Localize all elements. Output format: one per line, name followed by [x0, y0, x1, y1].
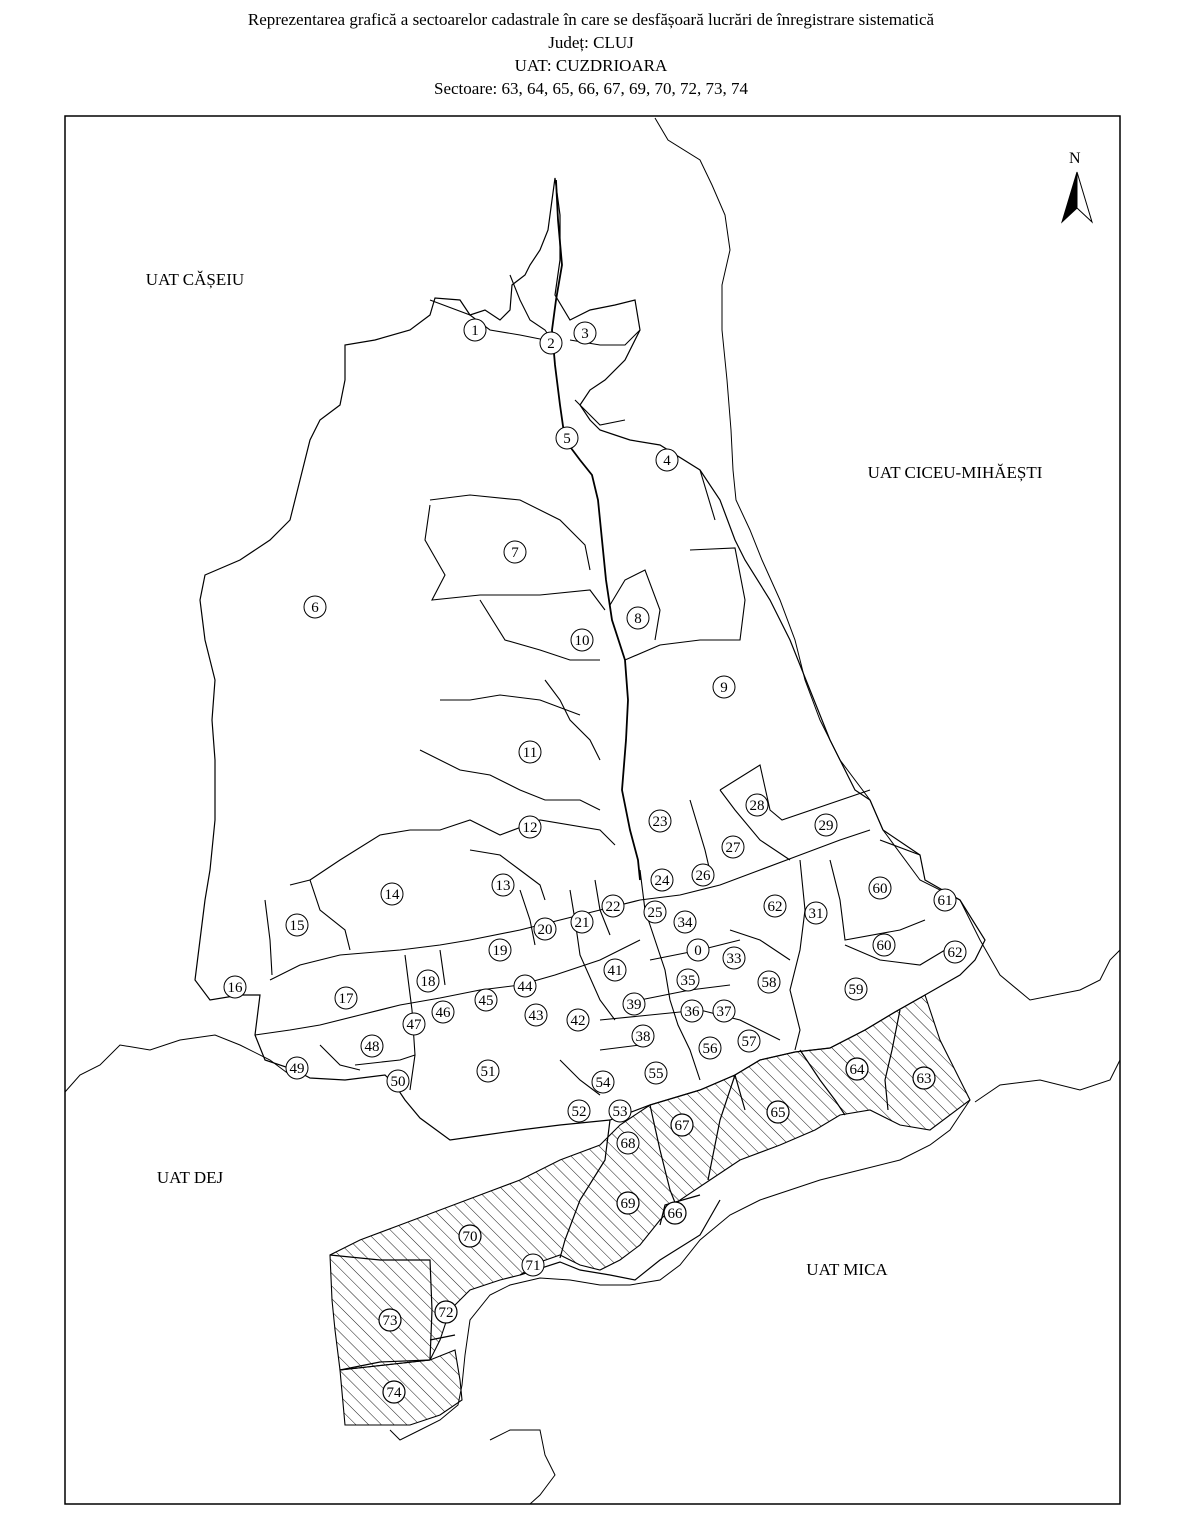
- sector-number: 54: [595, 1075, 611, 1091]
- sector-marker-21: [571, 911, 593, 933]
- sector-number: 23: [652, 814, 668, 830]
- sector-number: 61: [937, 893, 953, 909]
- sector-number: 8: [634, 611, 642, 627]
- sector-number: 15: [289, 918, 305, 934]
- sector-marker-44: [514, 975, 536, 997]
- sector-marker-25: [644, 901, 666, 923]
- sector-marker-56: [699, 1037, 721, 1059]
- sector-number: 59: [848, 982, 864, 998]
- sector-number: 6: [311, 600, 319, 616]
- sector-number: 72: [438, 1305, 454, 1321]
- sector-marker-69: [617, 1192, 639, 1214]
- sector-marker-57: [738, 1030, 760, 1052]
- sector-marker-14: [381, 883, 403, 905]
- sector-number: 47: [406, 1017, 422, 1033]
- sector-number: 37: [716, 1004, 732, 1020]
- sector-number: 36: [684, 1004, 700, 1020]
- sector-marker-71: [522, 1254, 544, 1276]
- sector-number: 55: [648, 1066, 664, 1082]
- sector-number: 63: [916, 1071, 932, 1087]
- sector-marker-10: [571, 629, 593, 651]
- sector-number: 73: [382, 1313, 398, 1329]
- sector-marker-50: [387, 1070, 409, 1092]
- sector-marker-62: [944, 941, 966, 963]
- sector-number: 19: [492, 943, 508, 959]
- sector-marker-39: [623, 993, 645, 1015]
- sector-marker-26: [692, 864, 714, 886]
- sector-number: 18: [420, 974, 436, 990]
- sector-marker-13: [492, 874, 514, 896]
- sector-marker-74: [383, 1381, 405, 1403]
- neighbor-label-ciceu: UAT CICEU-MIHĂEȘTI: [867, 463, 1043, 482]
- north-label: N: [1069, 150, 1081, 167]
- sector-marker-42: [567, 1009, 589, 1031]
- sector-marker-37: [713, 1000, 735, 1022]
- sector-boundaries: [255, 275, 945, 1095]
- sector-marker-34: [674, 911, 696, 933]
- sector-marker-49: [286, 1057, 308, 1079]
- sector-number: 50: [390, 1074, 406, 1090]
- sector-number: 46: [435, 1005, 451, 1021]
- sector-number: 1: [471, 323, 479, 339]
- sector-number: 52: [571, 1104, 587, 1120]
- sector-marker-28: [746, 794, 768, 816]
- sector-number: 69: [620, 1196, 636, 1212]
- north-arrow: [1062, 150, 1092, 222]
- sector-marker-38: [632, 1025, 654, 1047]
- sector-marker-4: [656, 449, 678, 471]
- sector-number: 9: [720, 680, 728, 696]
- sector-number: 53: [612, 1104, 628, 1120]
- sector-number: 26: [695, 868, 711, 884]
- sector-number: 43: [528, 1008, 544, 1024]
- sector-marker-52: [568, 1100, 590, 1122]
- sector-marker-35: [677, 969, 699, 991]
- sector-number: 66: [667, 1206, 683, 1222]
- sector-marker-62: [764, 895, 786, 917]
- sector-number: 67: [674, 1118, 690, 1134]
- sector-number: 21: [574, 915, 590, 931]
- sector-number: 11: [522, 745, 538, 761]
- sector-number: 58: [761, 975, 777, 991]
- sector-marker-36: [681, 1000, 703, 1022]
- sector-number: 31: [808, 906, 824, 922]
- sector-number: 48: [364, 1039, 380, 1055]
- sector-marker-43: [525, 1004, 547, 1026]
- sector-marker-67: [671, 1114, 693, 1136]
- sector-number: 44: [517, 979, 533, 995]
- sector-marker-15: [286, 914, 308, 936]
- sector-marker-3: [574, 322, 596, 344]
- sector-marker-7: [504, 541, 526, 563]
- sector-marker-5: [556, 427, 578, 449]
- neighbor-label-caseiu: UAT CĂȘEIU: [145, 270, 245, 289]
- sector-number: 24: [654, 873, 670, 889]
- sector-marker-9: [713, 676, 735, 698]
- sector-marker-31: [805, 902, 827, 924]
- sector-marker-24: [651, 869, 673, 891]
- sector-marker-33: [723, 947, 745, 969]
- county-line: Județ: CLUJ: [548, 33, 634, 52]
- sector-marker-58: [758, 971, 780, 993]
- sector-number: 33: [726, 951, 742, 967]
- sector-number: 39: [626, 997, 642, 1013]
- sector-marker-64: [846, 1058, 868, 1080]
- sector-marker-55: [645, 1062, 667, 1084]
- sector-marker-72: [435, 1301, 457, 1323]
- sector-number: 10: [574, 633, 590, 649]
- sector-number: 0: [694, 943, 702, 959]
- sector-number: 5: [563, 431, 571, 447]
- sector-marker-47: [403, 1013, 425, 1035]
- main-river: [552, 180, 640, 880]
- sector-marker-68: [617, 1132, 639, 1154]
- map-frame: [65, 116, 1120, 1504]
- sector-marker-61: [934, 889, 956, 911]
- sector-marker-6: [304, 596, 326, 618]
- sector-number: 38: [635, 1029, 651, 1045]
- sector-number: 4: [663, 453, 671, 469]
- sector-marker-8: [627, 607, 649, 629]
- sector-number: 29: [818, 818, 834, 834]
- sector-marker-23: [649, 810, 671, 832]
- sector-number: 56: [702, 1041, 718, 1057]
- sector-marker-60: [873, 934, 895, 956]
- sector-marker-45: [475, 989, 497, 1011]
- sector-marker-73: [379, 1309, 401, 1331]
- sector-number: 27: [725, 840, 741, 856]
- sector-number: 25: [647, 905, 663, 921]
- hatched-area-east: [330, 995, 970, 1370]
- sector-number: 2: [547, 336, 555, 352]
- sector-number: 13: [495, 878, 511, 894]
- sector-number: 41: [607, 963, 623, 979]
- sector-marker-46: [432, 1001, 454, 1023]
- sector-marker-53: [609, 1100, 631, 1122]
- sector-marker-27: [722, 836, 744, 858]
- sector-number: 70: [462, 1229, 478, 1245]
- sector-number: 57: [741, 1034, 757, 1050]
- sector-number: 12: [522, 820, 538, 836]
- sector-number: 62: [767, 899, 783, 915]
- sector-number: 17: [338, 991, 354, 1007]
- uat-line: UAT: CUZDRIOARA: [514, 56, 668, 75]
- sector-number: 65: [770, 1105, 786, 1121]
- sector-number: 74: [386, 1385, 402, 1401]
- sector-number: 71: [525, 1258, 541, 1274]
- sector-number: 60: [876, 938, 892, 954]
- sector-number: 64: [849, 1062, 865, 1078]
- sector-marker-51: [477, 1060, 499, 1082]
- sector-number: 45: [478, 993, 494, 1009]
- sector-marker-1: [464, 319, 486, 341]
- sector-marker-29: [815, 814, 837, 836]
- sector-number: 20: [537, 922, 553, 938]
- southern-stream: [490, 1430, 555, 1504]
- sector-marker-18: [417, 970, 439, 992]
- neighbor-labels: [146, 270, 1043, 1279]
- sector-number: 3: [581, 326, 589, 342]
- sector-marker-11: [519, 741, 541, 763]
- sector-marker-12: [519, 816, 541, 838]
- sector-number: 62: [947, 945, 963, 961]
- sector-marker-17: [335, 987, 357, 1009]
- sector-marker-60: [869, 877, 891, 899]
- neighbor-label-mica: UAT MICA: [806, 1260, 888, 1279]
- sector-marker-54: [592, 1071, 614, 1093]
- sector-marker-66: [664, 1202, 686, 1224]
- sector-number: 16: [227, 980, 243, 996]
- sector-number: 68: [620, 1136, 636, 1152]
- sector-marker-19: [489, 939, 511, 961]
- uat-boundary: [195, 178, 985, 1140]
- north-arrow-icon: [1062, 172, 1077, 222]
- sector-marker-70: [459, 1225, 481, 1247]
- sector-number: 22: [605, 899, 621, 915]
- sector-number: 51: [480, 1064, 496, 1080]
- sector-marker-22: [602, 895, 624, 917]
- sector-marker-63: [913, 1067, 935, 1089]
- sector-number: 49: [289, 1061, 305, 1077]
- sector-number: 7: [511, 545, 519, 561]
- sector-marker-41: [604, 959, 626, 981]
- sector-marker-16: [224, 976, 246, 998]
- sector-number: 35: [680, 973, 696, 989]
- sector-marker-2: [540, 332, 562, 354]
- sector-number: 42: [570, 1013, 586, 1029]
- neighbor-label-dej: UAT DEJ: [156, 1168, 224, 1187]
- sectors-line: Sectoare: 63, 64, 65, 66, 67, 69, 70, 72, 73, 74: [434, 79, 748, 98]
- sector-marker-65: [767, 1101, 789, 1123]
- sector-number: 14: [384, 887, 400, 903]
- sector-marker-20: [534, 918, 556, 940]
- sector-marker-48: [361, 1035, 383, 1057]
- sector-number: 60: [872, 881, 888, 897]
- sector-marker-59: [845, 978, 867, 1000]
- map-title: Reprezentarea grafică a sectoarelor cadastrale în care se desfășoară lucrări de înregistrare sistematică: [247, 10, 935, 29]
- sector-number: 28: [749, 798, 765, 814]
- sector-number: 34: [677, 915, 693, 931]
- sector-marker-0: [687, 939, 709, 961]
